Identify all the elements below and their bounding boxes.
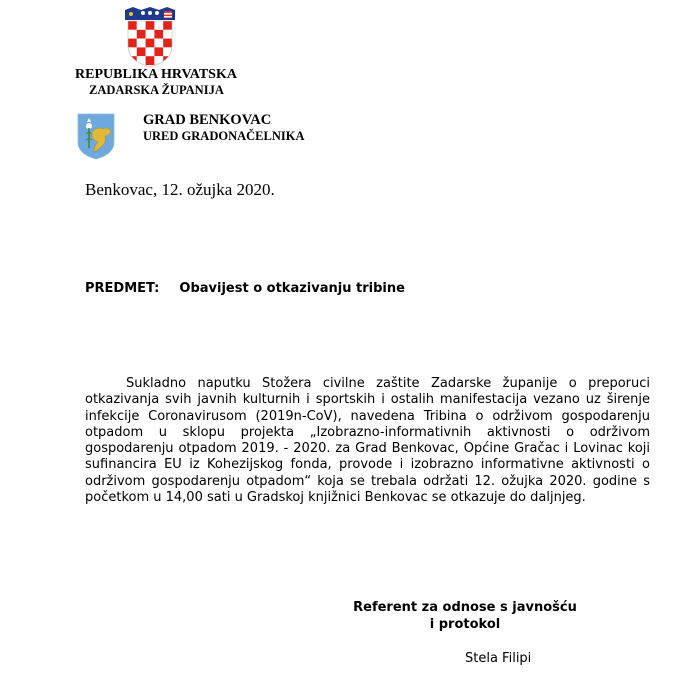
checker-square (146, 47, 155, 56)
checker-square (154, 47, 163, 56)
signature-block (353, 599, 577, 633)
checker-square (146, 56, 155, 65)
subject-title: Obavijest o otkazivanju tribine (179, 281, 405, 296)
header-city-name: GRAD BENKOVAC (143, 112, 272, 128)
checker-square (137, 30, 146, 39)
croatian-coat-of-arms-icon (119, 6, 181, 68)
checker-square (163, 39, 172, 48)
checker-square (128, 30, 137, 39)
body-paragraph: Sukladno naputku Stožera civilne zaštite Zadarske županije o preporuci otkazivanja svih javnih kulturnih i sportskih i ostalih manifestacija vezano uz širenje infekcije Coronavirusom (2019n-CoV), navedena Tribina o održivom gospodarenju otpadom u sklopu projekta „Izobrazno-informativnih aktivnosti o održivom gospodarenju otpadom 2019. - 2020. za Grad Benkovac, Općine Gračac i Lovinac koji sufinancira EU iz Kohezijskog fonda, provode i izobrazno informativne aktivnosti o održivom gospodarenju otpadom“ koja se trebala održati 12. ožujka 2020. godine s početkom u 14,00 sati u Gradskoj knjižnici Benkovac se otkazuje do daljnjeg. (85, 376, 650, 506)
checker-square (154, 39, 163, 48)
checker-square (163, 47, 172, 56)
header-office-name: URED GRADONAČELNIKA (143, 129, 305, 143)
subject-line (85, 281, 405, 296)
body-text (85, 376, 650, 506)
checker-square (154, 30, 163, 39)
document-date: Benkovac, 12. ožujka 2020. (85, 180, 275, 199)
checker-square (128, 21, 137, 30)
signature-title-line2: i protokol (429, 617, 501, 632)
checker-square (163, 30, 172, 39)
checker-square (146, 30, 155, 39)
checker-square (128, 47, 137, 56)
checker-square (137, 21, 146, 30)
checker-square (146, 39, 155, 48)
signature-title-line1: Referent za odnose s javnošću (353, 600, 577, 615)
checker-square (137, 39, 146, 48)
benkovac-coat-of-arms-icon (76, 112, 116, 160)
checker-square (137, 47, 146, 56)
checker-square (154, 21, 163, 30)
checker-square (128, 39, 137, 48)
header-state-name: REPUBLIKA HRVATSKA (75, 67, 237, 82)
signatory-name: Stela Filipi (465, 651, 532, 666)
subject-label: PREDMET: (85, 281, 160, 296)
header-county-name: ZADARSKA ŽUPANIJA (89, 83, 224, 97)
checker-square (146, 21, 155, 30)
checker-square (163, 21, 172, 30)
